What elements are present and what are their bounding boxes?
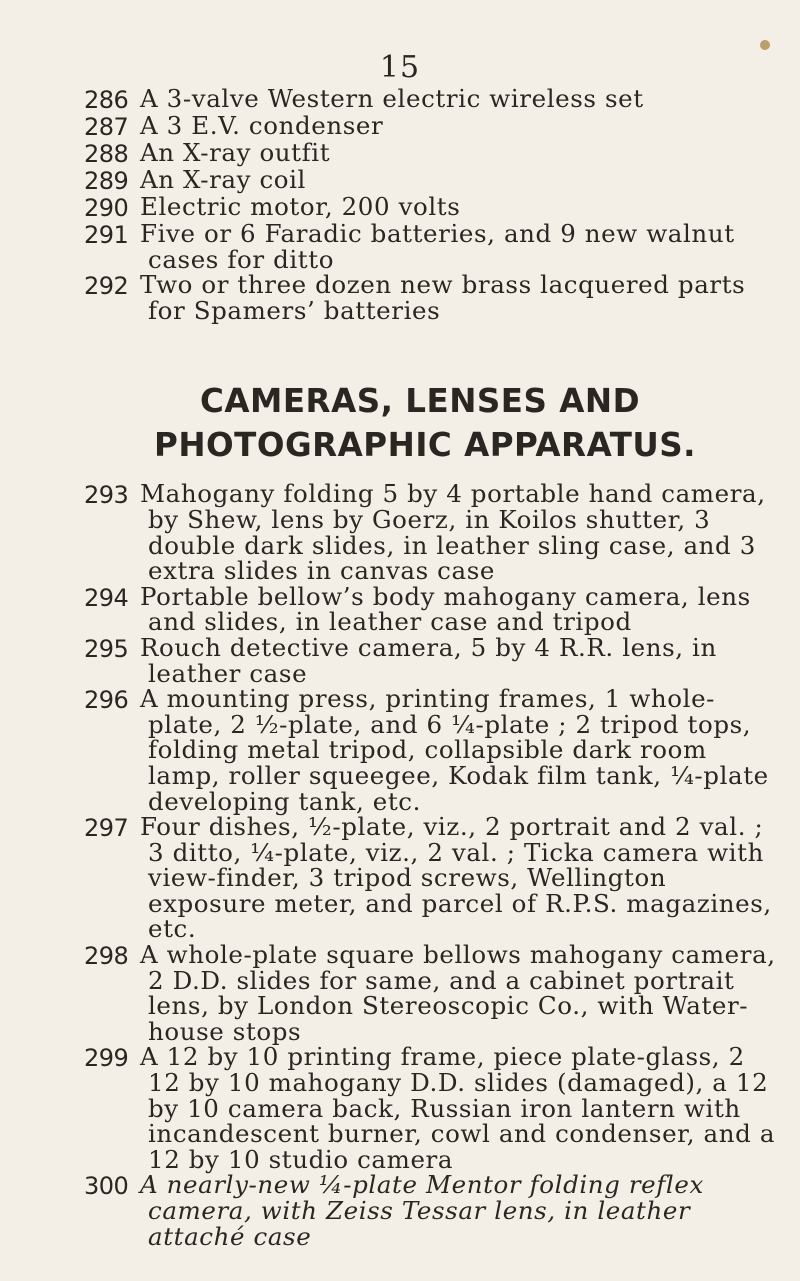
lot-list — [84, 86, 784, 1249]
lot-number: 289 — [84, 167, 129, 195]
lot-entry — [84, 632, 784, 688]
lot-number: 291 — [84, 221, 129, 249]
lot-number: 286 — [84, 86, 129, 114]
lot-entry — [84, 167, 784, 194]
section-heading — [84, 379, 784, 467]
lot-description: A whole-plate square bellows mahogany camera, 2 D.D. slides for same, and a cabinet portrait lens, by London Stereoscopic Co., with Water-house stops — [140, 940, 776, 1046]
lot-number: 296 — [84, 686, 129, 715]
lot-description: Portable bellow’s body mahogany camera, lens and slides, in leather case and tripod — [140, 581, 751, 637]
lot-number: 297 — [84, 814, 129, 843]
lot-number: 294 — [84, 583, 129, 612]
lot-description: Five or 6 Faradic batteries, and 9 new walnut cases for ditto — [140, 219, 735, 274]
lot-number: 300 — [84, 1172, 129, 1201]
lot-number: 293 — [84, 481, 129, 510]
lot-description: A 3 E.V. condenser — [140, 111, 384, 140]
lot-entry — [84, 581, 784, 637]
lot-number: 288 — [84, 140, 129, 168]
lot-number: 295 — [84, 634, 129, 663]
lot-entry — [84, 86, 784, 113]
section-heading-line-2: PHOTOGRAPHIC APPARATUS. — [154, 426, 697, 465]
lots-after-section — [84, 481, 784, 1249]
lot-number: 287 — [84, 113, 129, 141]
lot-description: Mahogany folding 5 by 4 portable hand camera, by Shew, lens by Goerz, in Koilos shutter, 3 double dark slides, in leather sling case, and 3 extra slides in canvas case — [140, 479, 766, 586]
lot-description: An X-ray outfit — [140, 138, 331, 167]
lot-description: A mounting press, printing frames, 1 whole-plate, 2 ½-plate, and 6 ¼-plate ; 2 tripod tops, folding metal tripod, collapsible dark room lamp, roller squeegee, Kodak film tank, ¼-plate developing tank, etc. — [140, 684, 769, 816]
lot-number: 290 — [84, 194, 129, 222]
lot-entry — [84, 221, 784, 272]
lot-number: 292 — [84, 272, 129, 301]
lot-description: Rouch detective camera, 5 by 4 R.R. lens, in leather case — [140, 632, 717, 688]
lot-description: Four dishes, ½-plate, viz., 2 portrait and 2 val. ; 3 ditto, ¼-plate, viz., 2 val. ; Ticka camera with view-finder, 3 tripod screws, Wellington exposure meter, and parcel of R.P.S. magazines, etc. — [140, 812, 772, 944]
section-heading-line-1: CAMERAS, LENSES AND — [200, 382, 641, 421]
lot-description: A nearly-new ¼-plate Mentor folding reflex camera, with Zeiss Tessar lens, in leather attaché case — [140, 1170, 704, 1251]
lot-entry — [84, 140, 784, 167]
lot-description: A 3-valve Western electric wireless set — [140, 84, 644, 113]
ink-stain — [760, 40, 770, 50]
lot-entry — [84, 113, 784, 140]
lot-entry — [84, 479, 784, 586]
lot-entry — [84, 1044, 784, 1172]
lots-before-section — [84, 86, 784, 323]
page-number: 15 — [379, 50, 421, 85]
lot-description: An X-ray coil — [140, 165, 306, 194]
lot-description: Two or three dozen new brass lacquered parts for Spamers’ batteries — [140, 270, 746, 325]
lot-entry — [84, 686, 784, 814]
lot-description: A 12 by 10 printing frame, piece plate-glass, 2 12 by 10 mahogany D.D. slides (damaged), a 12 by 10 camera back, Russian iron lantern with incandescent burner, cowl and condenser, and a 12 by 10 studio camera — [140, 1042, 776, 1174]
lot-entry — [84, 814, 784, 942]
lot-entry — [84, 272, 784, 323]
lot-number: 299 — [84, 1044, 129, 1073]
lot-entry — [84, 194, 784, 221]
lot-number: 298 — [84, 942, 129, 971]
lot-entry — [84, 942, 784, 1044]
lot-entry — [84, 1172, 784, 1249]
lot-description: Electric motor, 200 volts — [140, 192, 461, 221]
